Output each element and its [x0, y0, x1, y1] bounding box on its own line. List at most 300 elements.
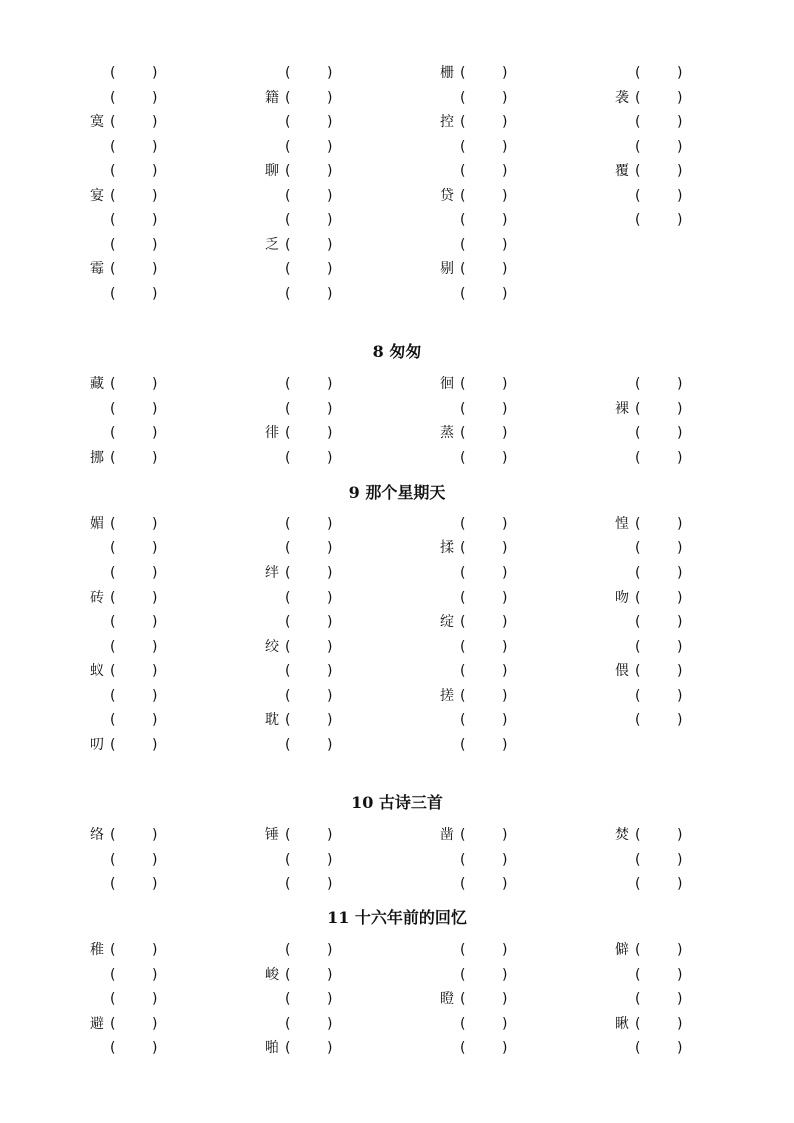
- pinyin-entry: [615, 448, 682, 468]
- left-paren: (: [285, 967, 291, 983]
- right-paren: ): [152, 540, 158, 556]
- exercise-row: [0, 1038, 794, 1058]
- character: 耽: [265, 712, 279, 728]
- character: 吻: [615, 590, 629, 606]
- left-paren: (: [285, 163, 291, 179]
- left-paren: (: [460, 712, 466, 728]
- right-paren: ): [327, 163, 333, 179]
- pinyin-entry: [265, 1014, 332, 1034]
- right-paren: ): [677, 876, 683, 892]
- right-paren: ): [152, 90, 158, 106]
- left-paren: (: [285, 827, 291, 843]
- left-paren: (: [635, 425, 641, 441]
- left-paren: (: [285, 261, 291, 277]
- character: 覆: [615, 163, 629, 179]
- exercise-row: [0, 588, 794, 608]
- character: 宴: [90, 188, 104, 204]
- left-paren: (: [460, 590, 466, 606]
- section-title: 11 十六年前的回忆: [327, 908, 467, 927]
- pinyin-entry: [265, 612, 332, 632]
- pinyin-entry: [440, 874, 507, 894]
- left-paren: (: [460, 376, 466, 392]
- right-paren: ): [677, 942, 683, 958]
- left-paren: (: [285, 876, 291, 892]
- right-paren: ): [152, 401, 158, 417]
- right-paren: ): [152, 1040, 158, 1056]
- pinyin-entry: [265, 210, 332, 230]
- pinyin-entry: [265, 88, 332, 108]
- right-paren: ): [327, 401, 333, 417]
- left-paren: (: [110, 425, 116, 441]
- pinyin-entry: [90, 112, 157, 132]
- pinyin-entry: [90, 940, 157, 960]
- right-paren: ): [152, 827, 158, 843]
- left-paren: (: [110, 516, 116, 532]
- left-paren: (: [635, 139, 641, 155]
- right-paren: ): [677, 401, 683, 417]
- pinyin-entry: [265, 259, 332, 279]
- pinyin-entry: [265, 399, 332, 419]
- right-paren: ): [502, 614, 508, 630]
- pinyin-entry: [440, 686, 507, 706]
- right-paren: ): [152, 376, 158, 392]
- exercise-row: [0, 63, 794, 83]
- right-paren: ): [152, 1016, 158, 1032]
- right-paren: ): [327, 114, 333, 130]
- right-paren: ): [677, 90, 683, 106]
- exercise-row: [0, 538, 794, 558]
- left-paren: (: [285, 991, 291, 1007]
- left-paren: (: [635, 614, 641, 630]
- pinyin-entry: [615, 161, 682, 181]
- pinyin-entry: [265, 686, 332, 706]
- left-paren: (: [110, 163, 116, 179]
- pinyin-entry: [440, 63, 507, 83]
- pinyin-entry: [440, 374, 507, 394]
- pinyin-entry: [90, 1014, 157, 1034]
- character: 啪: [265, 1040, 279, 1056]
- left-paren: (: [110, 261, 116, 277]
- left-paren: (: [285, 663, 291, 679]
- pinyin-entry: [440, 448, 507, 468]
- pinyin-entry: [615, 399, 682, 419]
- pinyin-entry: [265, 235, 332, 255]
- exercise-row: [0, 661, 794, 681]
- pinyin-entry: [90, 874, 157, 894]
- right-paren: ): [502, 942, 508, 958]
- left-paren: (: [110, 1016, 116, 1032]
- pinyin-entry: [615, 1038, 682, 1058]
- right-paren: ): [327, 1016, 333, 1032]
- left-paren: (: [460, 261, 466, 277]
- right-paren: ): [677, 516, 683, 532]
- exercise-row: [0, 735, 794, 755]
- pinyin-entry: [440, 112, 507, 132]
- right-paren: ): [502, 663, 508, 679]
- left-paren: (: [110, 876, 116, 892]
- character: 媚: [90, 516, 104, 532]
- left-paren: (: [110, 737, 116, 753]
- character: 蚁: [90, 663, 104, 679]
- right-paren: ): [152, 967, 158, 983]
- exercise-row: [0, 637, 794, 657]
- left-paren: (: [110, 967, 116, 983]
- right-paren: ): [152, 712, 158, 728]
- pinyin-entry: [90, 186, 157, 206]
- left-paren: (: [635, 401, 641, 417]
- pinyin-entry: [440, 850, 507, 870]
- left-paren: (: [110, 90, 116, 106]
- right-paren: ): [152, 663, 158, 679]
- left-paren: (: [460, 967, 466, 983]
- right-paren: ): [502, 516, 508, 532]
- right-paren: ): [677, 639, 683, 655]
- right-paren: ): [502, 139, 508, 155]
- character: 藏: [90, 376, 104, 392]
- right-paren: ): [152, 590, 158, 606]
- left-paren: (: [460, 1040, 466, 1056]
- pinyin-entry: [440, 735, 507, 755]
- exercise-row: [0, 874, 794, 894]
- character: 砖: [90, 590, 104, 606]
- right-paren: ): [327, 516, 333, 532]
- pinyin-entry: [265, 423, 332, 443]
- pinyin-entry: [615, 661, 682, 681]
- left-paren: (: [635, 967, 641, 983]
- right-paren: ): [152, 237, 158, 253]
- section-title: 10 古诗三首: [351, 793, 443, 812]
- exercise-row: [0, 423, 794, 443]
- left-paren: (: [110, 114, 116, 130]
- right-paren: ): [327, 237, 333, 253]
- left-paren: (: [460, 286, 466, 302]
- left-paren: (: [635, 540, 641, 556]
- left-paren: (: [460, 565, 466, 581]
- right-paren: ): [327, 967, 333, 983]
- right-paren: ): [677, 590, 683, 606]
- right-paren: ): [152, 286, 158, 302]
- character: 徊: [440, 376, 454, 392]
- right-paren: ): [502, 852, 508, 868]
- pinyin-entry: [265, 563, 332, 583]
- right-paren: ): [152, 450, 158, 466]
- right-paren: ): [502, 1040, 508, 1056]
- right-paren: ): [502, 212, 508, 228]
- pinyin-entry: [90, 710, 157, 730]
- right-paren: ): [677, 425, 683, 441]
- left-paren: (: [635, 565, 641, 581]
- right-paren: ): [677, 991, 683, 1007]
- pinyin-entry: [615, 423, 682, 443]
- left-paren: (: [110, 852, 116, 868]
- left-paren: (: [110, 614, 116, 630]
- right-paren: ): [502, 114, 508, 130]
- pinyin-entry: [440, 1038, 507, 1058]
- pinyin-entry: [90, 137, 157, 157]
- left-paren: (: [110, 590, 116, 606]
- left-paren: (: [285, 852, 291, 868]
- exercise-row: [0, 514, 794, 534]
- pinyin-entry: [615, 874, 682, 894]
- left-paren: (: [460, 237, 466, 253]
- right-paren: ): [677, 65, 683, 81]
- character: 稚: [90, 942, 104, 958]
- pinyin-entry: [615, 637, 682, 657]
- character: 揉: [440, 540, 454, 556]
- right-paren: ): [327, 565, 333, 581]
- left-paren: (: [460, 991, 466, 1007]
- left-paren: (: [635, 212, 641, 228]
- right-paren: ): [502, 286, 508, 302]
- character: 峻: [265, 967, 279, 983]
- left-paren: (: [285, 425, 291, 441]
- left-paren: (: [635, 663, 641, 679]
- left-paren: (: [285, 737, 291, 753]
- pinyin-entry: [265, 874, 332, 894]
- right-paren: ): [502, 425, 508, 441]
- left-paren: (: [285, 237, 291, 253]
- character: 聊: [265, 163, 279, 179]
- right-paren: ): [152, 114, 158, 130]
- character: 僻: [615, 942, 629, 958]
- pinyin-entry: [615, 850, 682, 870]
- character: 搓: [440, 688, 454, 704]
- right-paren: ): [677, 712, 683, 728]
- pinyin-entry: [440, 563, 507, 583]
- pinyin-entry: [265, 989, 332, 1009]
- pinyin-entry: [615, 940, 682, 960]
- right-paren: ): [502, 376, 508, 392]
- right-paren: ): [677, 614, 683, 630]
- character: 栅: [440, 65, 454, 81]
- pinyin-entry: [90, 825, 157, 845]
- right-paren: ): [502, 450, 508, 466]
- right-paren: ): [502, 639, 508, 655]
- left-paren: (: [285, 614, 291, 630]
- pinyin-entry: [265, 1038, 332, 1058]
- character: 籍: [265, 90, 279, 106]
- left-paren: (: [285, 688, 291, 704]
- exercise-row: [0, 399, 794, 419]
- left-paren: (: [635, 90, 641, 106]
- right-paren: ): [502, 401, 508, 417]
- left-paren: (: [285, 712, 291, 728]
- pinyin-entry: [615, 88, 682, 108]
- right-paren: ): [327, 590, 333, 606]
- right-paren: ): [502, 712, 508, 728]
- pinyin-entry: [440, 259, 507, 279]
- left-paren: (: [110, 540, 116, 556]
- pinyin-entry: [615, 612, 682, 632]
- right-paren: ): [502, 991, 508, 1007]
- pinyin-entry: [440, 514, 507, 534]
- right-paren: ): [677, 114, 683, 130]
- left-paren: (: [635, 942, 641, 958]
- right-paren: ): [677, 139, 683, 155]
- right-paren: ): [327, 261, 333, 277]
- left-paren: (: [635, 1040, 641, 1056]
- pinyin-entry: [440, 825, 507, 845]
- left-paren: (: [110, 212, 116, 228]
- left-paren: (: [635, 1016, 641, 1032]
- pinyin-entry: [265, 825, 332, 845]
- right-paren: ): [327, 712, 333, 728]
- pinyin-entry: [615, 514, 682, 534]
- left-paren: (: [285, 90, 291, 106]
- right-paren: ): [677, 212, 683, 228]
- right-paren: ): [502, 737, 508, 753]
- right-paren: ): [327, 1040, 333, 1056]
- character: 控: [440, 114, 454, 130]
- pinyin-entry: [615, 588, 682, 608]
- left-paren: (: [635, 516, 641, 532]
- character: 贷: [440, 188, 454, 204]
- pinyin-entry: [265, 538, 332, 558]
- pinyin-entry: [440, 210, 507, 230]
- left-paren: (: [110, 237, 116, 253]
- right-paren: ): [327, 450, 333, 466]
- left-paren: (: [285, 286, 291, 302]
- right-paren: ): [152, 688, 158, 704]
- character: 绊: [265, 565, 279, 581]
- left-paren: (: [460, 540, 466, 556]
- right-paren: ): [152, 876, 158, 892]
- right-paren: ): [327, 942, 333, 958]
- right-paren: ): [677, 852, 683, 868]
- right-paren: ): [327, 614, 333, 630]
- left-paren: (: [285, 450, 291, 466]
- pinyin-entry: [90, 588, 157, 608]
- right-paren: ): [152, 212, 158, 228]
- character: 络: [90, 827, 104, 843]
- right-paren: ): [152, 163, 158, 179]
- left-paren: (: [635, 590, 641, 606]
- pinyin-entry: [90, 514, 157, 534]
- pinyin-entry: [615, 63, 682, 83]
- pinyin-entry: [90, 965, 157, 985]
- right-paren: ): [152, 261, 158, 277]
- character: 避: [90, 1016, 104, 1032]
- right-paren: ): [327, 139, 333, 155]
- right-paren: ): [677, 565, 683, 581]
- right-paren: ): [677, 1016, 683, 1032]
- right-paren: ): [502, 261, 508, 277]
- pinyin-entry: [265, 186, 332, 206]
- exercise-row: [0, 940, 794, 960]
- left-paren: (: [635, 450, 641, 466]
- pinyin-entry: [90, 63, 157, 83]
- right-paren: ): [677, 827, 683, 843]
- left-paren: (: [460, 942, 466, 958]
- left-paren: (: [460, 516, 466, 532]
- exercise-row: [0, 161, 794, 181]
- pinyin-entry: [440, 235, 507, 255]
- left-paren: (: [635, 876, 641, 892]
- pinyin-entry: [265, 850, 332, 870]
- left-paren: (: [285, 65, 291, 81]
- exercise-row: [0, 210, 794, 230]
- pinyin-entry: [615, 825, 682, 845]
- pinyin-entry: [265, 940, 332, 960]
- left-paren: (: [285, 1040, 291, 1056]
- pinyin-entry: [90, 989, 157, 1009]
- left-paren: (: [460, 425, 466, 441]
- exercise-row: [0, 112, 794, 132]
- pinyin-entry: [440, 637, 507, 657]
- right-paren: ): [152, 565, 158, 581]
- pinyin-entry: [615, 965, 682, 985]
- right-paren: ): [502, 65, 508, 81]
- pinyin-entry: [615, 1014, 682, 1034]
- left-paren: (: [635, 188, 641, 204]
- left-paren: (: [110, 450, 116, 466]
- pinyin-entry: [265, 637, 332, 657]
- character: 绞: [265, 639, 279, 655]
- pinyin-entry: [615, 989, 682, 1009]
- right-paren: ): [327, 286, 333, 302]
- pinyin-entry: [90, 161, 157, 181]
- character: 寞: [90, 114, 104, 130]
- pinyin-entry: [90, 235, 157, 255]
- right-paren: ): [327, 737, 333, 753]
- right-paren: ): [152, 737, 158, 753]
- right-paren: ): [152, 942, 158, 958]
- pinyin-entry: [265, 161, 332, 181]
- pinyin-entry: [440, 186, 507, 206]
- left-paren: (: [285, 139, 291, 155]
- left-paren: (: [635, 827, 641, 843]
- exercise-row: [0, 374, 794, 394]
- right-paren: ): [677, 540, 683, 556]
- left-paren: (: [110, 286, 116, 302]
- pinyin-entry: [615, 686, 682, 706]
- left-paren: (: [460, 876, 466, 892]
- right-paren: ): [327, 852, 333, 868]
- character: 蒸: [440, 425, 454, 441]
- left-paren: (: [110, 188, 116, 204]
- exercise-row: [0, 259, 794, 279]
- pinyin-entry: [265, 661, 332, 681]
- character: 挪: [90, 450, 104, 466]
- right-paren: ): [152, 188, 158, 204]
- right-paren: ): [502, 540, 508, 556]
- pinyin-entry: [615, 538, 682, 558]
- pinyin-entry: [90, 423, 157, 443]
- character: 剔: [440, 261, 454, 277]
- left-paren: (: [110, 827, 116, 843]
- right-paren: ): [502, 967, 508, 983]
- left-paren: (: [110, 991, 116, 1007]
- pinyin-entry: [265, 284, 332, 304]
- left-paren: (: [110, 139, 116, 155]
- character: 裸: [615, 401, 629, 417]
- right-paren: ): [327, 212, 333, 228]
- left-paren: (: [285, 376, 291, 392]
- pinyin-entry: [90, 661, 157, 681]
- left-paren: (: [460, 1016, 466, 1032]
- right-paren: ): [677, 688, 683, 704]
- pinyin-entry: [440, 423, 507, 443]
- exercise-row: [0, 448, 794, 468]
- exercise-row: [0, 825, 794, 845]
- right-paren: ): [327, 663, 333, 679]
- character: 瞪: [440, 991, 454, 1007]
- left-paren: (: [110, 942, 116, 958]
- pinyin-entry: [440, 399, 507, 419]
- left-paren: (: [285, 942, 291, 958]
- exercise-row: [0, 686, 794, 706]
- pinyin-entry: [440, 538, 507, 558]
